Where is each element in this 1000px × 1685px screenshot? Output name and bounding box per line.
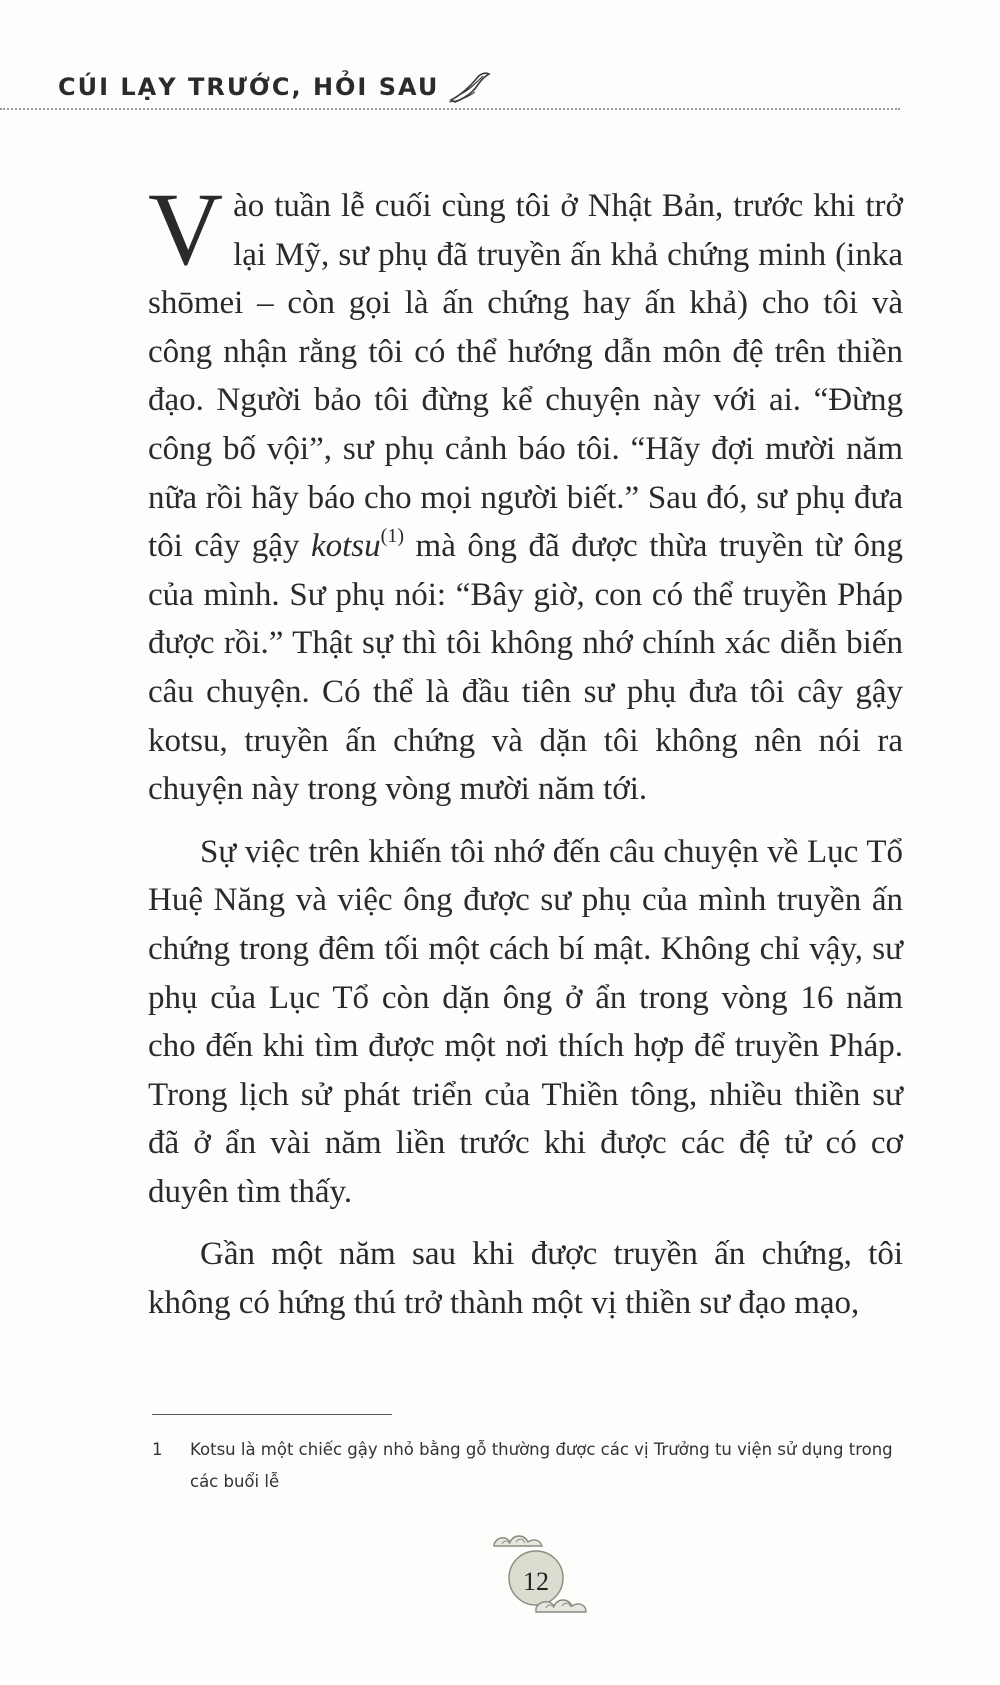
- footnote-reference: (1): [380, 525, 404, 548]
- footnote-text: Kotsu là một chiếc gậy nhỏ bằng gỗ thường được các vị Trưởng tu viện sử dụng trong các buổi lễ: [190, 1440, 893, 1491]
- page-number: 12: [523, 1567, 549, 1596]
- footnote-divider: [152, 1414, 392, 1415]
- paragraph-1-text-b: mà ông đã được thừa truyền từ ông của mình. Sư phụ nói: “Bây giờ, con có thể truyền Pháp được rồi.” Thật sự thì tôi không nhớ chính xác diễn biến câu chuyện. Có thể là đầu tiên sư phụ đưa tôi cây gậy kotsu, truyền ấn chứng và dặn tôi không nên nói ra chuyện này trong vòng mười năm tới.: [148, 528, 904, 808]
- footnote: [152, 1434, 904, 1498]
- brush-stroke-icon: [447, 70, 495, 104]
- paragraph-1-text-a: ào tuần lễ cuối cùng tôi ở Nhật Bản, trước khi trở lại Mỹ, sư phụ đã truyền ấn khả chứng minh (inka shōmei – còn gọi là ấn chứng hay ấn khả) cho tôi và công nhận rằng tôi có thể hướng dẫn môn đệ trên thiền đạo. Người bảo tôi đừng kể chuyện này với ai. “Đừng công bố vội”, sư phụ cảnh báo tôi. “Hãy đợi mười năm nữa rồi hãy báo cho mọi người biết.” Sau đó, sư phụ đưa tôi cây gậy: [148, 188, 903, 565]
- drop-cap: V: [148, 172, 224, 287]
- paragraph-3: Gần một năm sau khi được truyền ấn chứng, tôi không có hứng thú trở thành một vị thiền sư đạo mạo,: [148, 1236, 903, 1322]
- main-text: [148, 172, 904, 1328]
- running-title: CÚI LẠY TRƯỚC, HỎI SAU: [58, 73, 440, 101]
- paragraph-1: [148, 172, 904, 814]
- footnote-number: 1: [152, 1440, 163, 1459]
- paragraph-2: Sự việc trên khiến tôi nhớ đến câu chuyện về Lục Tổ Huệ Năng và việc ông được sư phụ của mình truyền ấn chứng trong đêm tối một cách bí mật. Không chỉ vậy, sư phụ của Lục Tổ còn dặn ông ở ẩn trong vòng 16 năm cho đến khi tìm được một nơi thích hợp để truyền Pháp. Trong lịch sử phát triển của Thiền tông, nhiều thiền sư đã ở ẩn vài năm liền trước khi được các đệ tử có cơ duyên tìm thấy.: [148, 833, 903, 1210]
- header-divider: [0, 108, 900, 110]
- running-header: [58, 70, 495, 104]
- kotsu-term: kotsu: [310, 528, 381, 565]
